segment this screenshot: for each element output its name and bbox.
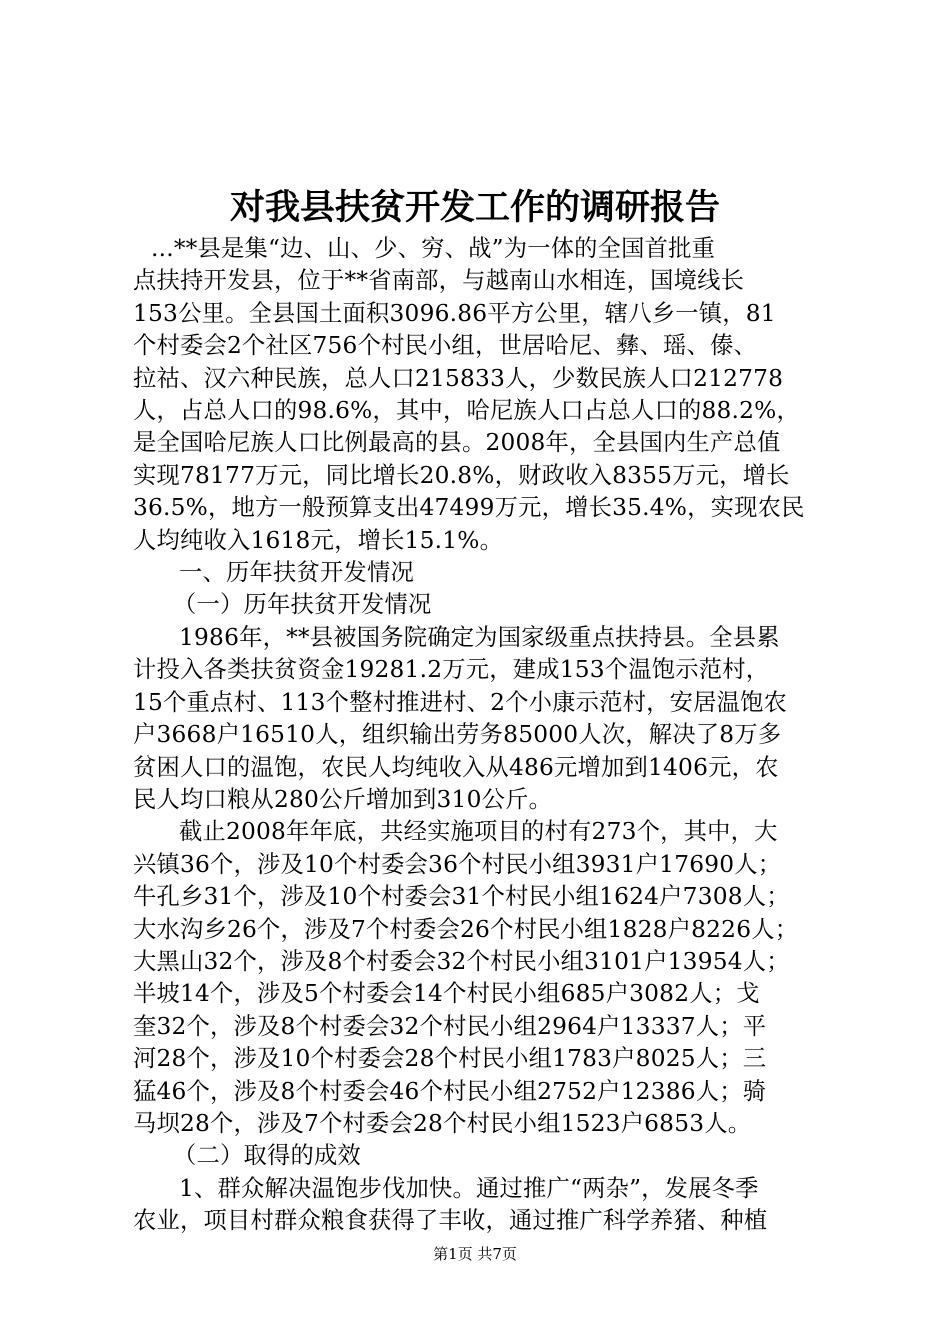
text-line: 民人均口粮从280公斤增加到310公斤。	[133, 785, 553, 813]
text-line: 15个重点村、113个整村推进村、2个小康示范村，安居温饱农	[133, 688, 788, 716]
text-line: 兴镇36个，涉及10个村委会36个村民小组3931户17690人；	[133, 850, 782, 878]
text-line: 河28个，涉及10个村委会28个村民小组1783户8025人；三	[133, 1045, 767, 1073]
text-line: 1986年，**县被国务院确定为国家级重点扶持县。全县累	[179, 623, 780, 651]
text-line: 马坝28个，涉及7个村委会28个村民小组1523户6853人。	[133, 1109, 752, 1137]
text-line: 截止2008年年底，共经实施项目的村有273个，其中，大	[179, 818, 778, 846]
text-line: 1、群众解决温饱步伐加快。通过推广“两杂”，发展冬季	[179, 1174, 759, 1202]
text-line: 户3668户16510人，组织输出劳务85000人次，解决了8万多	[133, 721, 782, 749]
text-line: 农业，项目村群众粮食获得了丰收，通过推广科学养猪、种植	[133, 1207, 768, 1235]
text-line: 36.5%，地方一般预算支出47499万元，增长35.4%，实现农民	[133, 494, 805, 522]
text-line: 猛46个，涉及8个村委会46个村民小组2752户12386人；骑	[133, 1077, 767, 1105]
text-line: 实现78177万元，同比增长20.8%，财政收入8355万元，增长	[133, 461, 790, 489]
section-heading: 一、历年扶贫开发情况	[179, 559, 414, 587]
text-line: 半坡14个，涉及5个村委会14个村民小组685户3082人；戈	[133, 980, 760, 1008]
text-line: 人均纯收入1618元，增长15.1%。	[133, 526, 504, 554]
text-line: 点扶持开发县，位于**省南部，与越南山水相连，国境线长	[133, 267, 745, 295]
text-line: 是全国哈尼族人口比例最高的县。2008年，全县国内生产总值	[133, 429, 781, 457]
text-line: 人，占总人口的98.6%，其中，哈尼族人口占总人口的88.2%，	[133, 397, 800, 425]
subsection-heading: （二）取得的成效	[173, 1142, 361, 1170]
text-line: 牛孔乡31个，涉及10个村委会31个村民小组1624户7308人；	[133, 883, 790, 911]
document-body	[133, 233, 833, 1238]
text-line: 计投入各类扶贫资金19281.2万元，建成153个温饱示范村，	[133, 656, 770, 684]
text-line: 拉祜、汉六种民族，总人口215833人，少数民族人口212778	[133, 364, 784, 392]
text-line: 153公里。全县国土面积3096.86平方公里，辖八乡一镇，81	[133, 299, 776, 327]
page-number-footer: 第1页 共7页	[433, 1245, 517, 1263]
text-line: ...**县是集“边、山、少、穷、战”为一体的全国首批重	[151, 235, 716, 262]
text-line: 贫困人口的温饱，农民人均纯收入从486元增加到1406元，农	[133, 753, 779, 781]
subsection-heading: （一）历年扶贫开发情况	[173, 591, 432, 619]
text-line: 个村委会2个社区756个村民小组，世居哈尼、彝、瑶、傣、	[133, 332, 758, 360]
document-title: 对我县扶贫开发工作的调研报告	[229, 187, 720, 228]
text-line: 奎32个，涉及8个村委会32个村民小组2964户13337人；平	[133, 1012, 767, 1040]
text-line: 大黑山32个，涉及8个村委会32个村民小组3101户13954人；	[133, 947, 790, 975]
text-line: 大水沟乡26个，涉及7个村委会26个村民小组1828户8226人；	[133, 915, 799, 943]
